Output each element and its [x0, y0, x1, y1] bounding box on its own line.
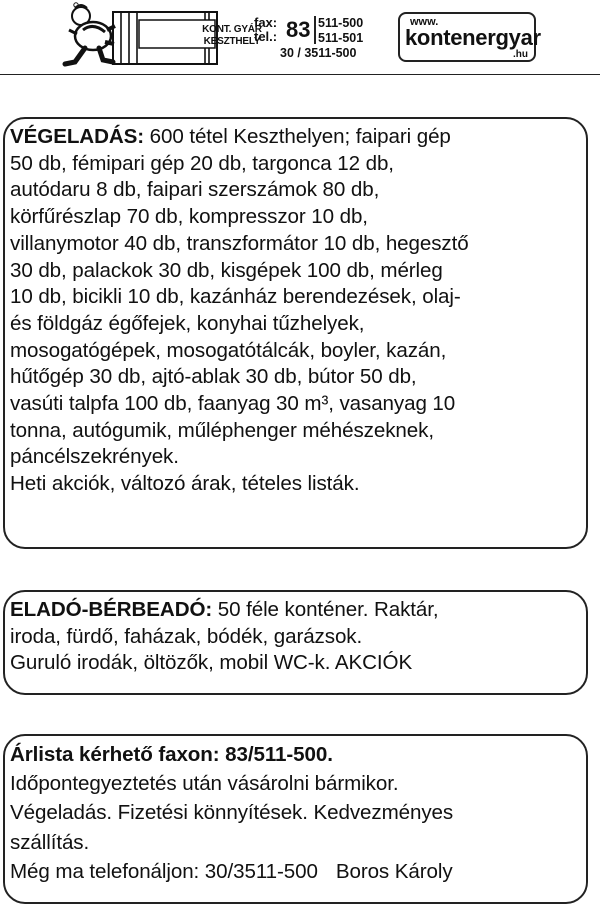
clearance-line: autódaru 8 db, faipari szerszámok 80 db,: [10, 178, 380, 202]
sale-rent-box: [3, 590, 588, 695]
clearance-line: hűtőgép 30 db, ajtó-ablak 30 db, bútor 50 db,: [10, 365, 417, 389]
fax-number: 511-500: [318, 16, 364, 30]
price-list-line: Végeladás. Fizetési könnyítések. Kedvezményes: [10, 801, 454, 825]
clearance-line: [10, 124, 586, 151]
clearance-line: Heti akciók, változó árak, tételes listák.: [10, 472, 360, 496]
clearance-line: tonna, autógumik, műléphenger méhészeknek,: [10, 418, 434, 442]
clearance-line-text: 600 tétel Keszthelyen; faipari gép: [144, 125, 451, 148]
clearance-line: villanymotor 40 db, transzformátor 10 db, hegesztő: [10, 231, 469, 255]
sale-rent-heading: ELADÓ-BÉRBEADÓ:: [10, 598, 213, 621]
clearance-line: 30 db, palackok 30 db, kisgépek 100 db, mérleg: [10, 258, 443, 282]
website-badge: [398, 12, 541, 62]
logo-text-line2: KESZTHELY: [203, 36, 261, 47]
clearance-line: páncélszekrények.: [10, 445, 179, 469]
area-code: 83: [286, 17, 311, 42]
clearance-line: mosogatógépek, mosogatótálcák, boyler, kazán,: [10, 338, 447, 362]
sale-rent-line: [10, 597, 586, 624]
clearance-line: 50 db, fémipari gép 20 db, targonca 12 db,: [10, 151, 394, 175]
sale-rent-line: Guruló irodák, öltözők, mobil WC-k. AKCIÓK: [10, 651, 413, 675]
clearance-line: 10 db, bicikli 10 db, kazánház berendezések, olaj-: [10, 285, 461, 309]
letterhead: [0, 0, 600, 75]
contact-name: Boros Károly: [335, 859, 453, 883]
phone-text: Még ma telefonáljon: 30/3511-500: [10, 859, 318, 883]
phone-line: [10, 857, 586, 886]
price-list-line: Időpontegyeztetés után vásárolni bármikor.: [10, 772, 399, 796]
clearance-line: körfűrészlap 70 db, kompresszor 10 db,: [10, 205, 368, 229]
web-prefix: www.: [410, 16, 439, 28]
clearance-line: és földgáz égőfejek, konyhai tűzhelyek,: [10, 311, 365, 335]
price-list-line: szállítás.: [10, 830, 90, 854]
logo-text-line1: KONT. GYÁR: [202, 24, 262, 35]
mobile-number: 30 / 3511-500: [280, 46, 357, 60]
price-list-box: [3, 734, 588, 904]
sale-rent-line: iroda, fürdő, faházak, bódék, garázsok.: [10, 624, 363, 648]
sale-rent-line-text: 50 féle konténer. Raktár,: [212, 598, 439, 621]
price-list-heading-text: Árlista kérhető faxon: 83/511-500.: [10, 743, 333, 766]
tel-label: tel.:: [254, 29, 278, 44]
price-list-heading: [10, 740, 586, 769]
fax-label: fax:: [254, 15, 278, 30]
tel-number: 511-501: [318, 31, 364, 45]
logo: [55, 2, 262, 72]
clearance-sale-box: [3, 117, 588, 549]
web-tld: .hu: [513, 49, 528, 60]
contact-block: [252, 14, 384, 66]
clearance-line: vasúti talpfa 100 db, faanyag 30 m³, vasanyag 10: [10, 392, 456, 416]
clearance-heading: VÉGELADÁS:: [10, 125, 145, 148]
divider: [314, 16, 316, 44]
web-domain: kontenergyar: [405, 25, 541, 50]
